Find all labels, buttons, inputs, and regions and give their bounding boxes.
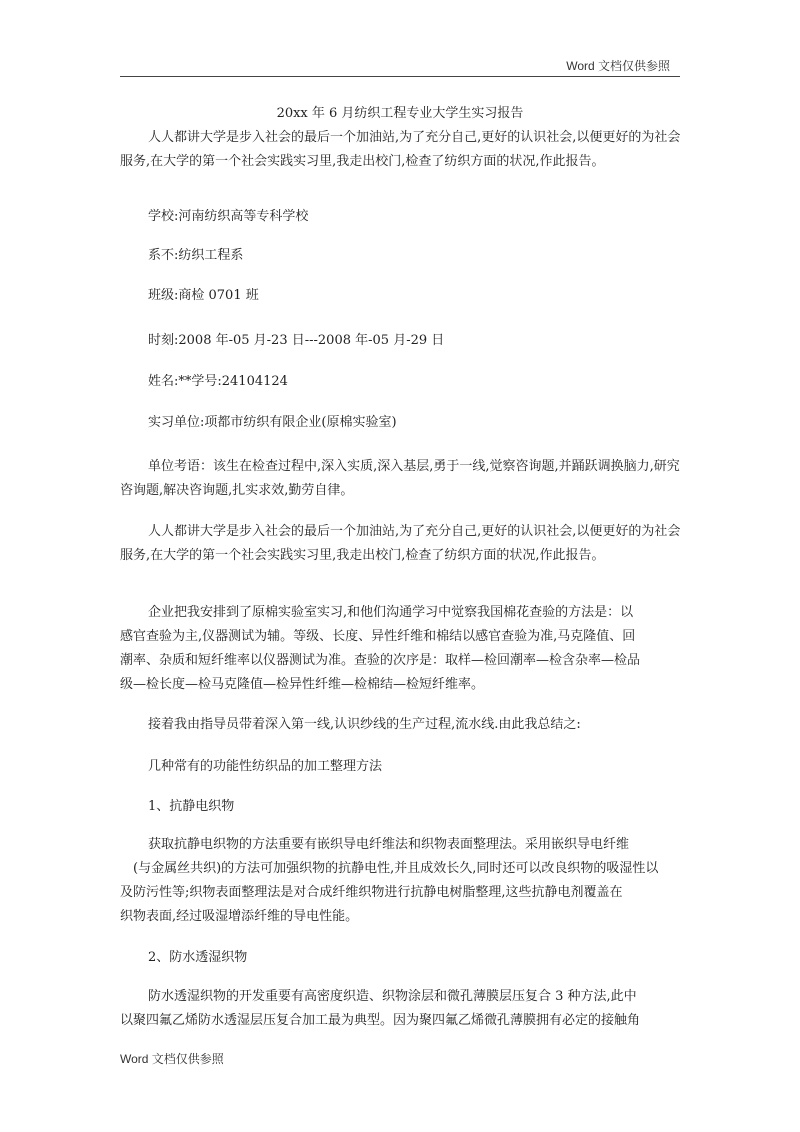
arrangement-line-4: 级—检长度—检马克隆值—检异性纤维—检棉结—检短纤维率。 (120, 677, 485, 692)
item1-body-line-3: 及防污性等;织物表面整理法是对合成纤维织物进行抗静电树脂整理,这些抗静电剂覆盖在 (120, 885, 623, 900)
item1-heading: 1、抗静电织物 (148, 799, 235, 814)
info-department: 系不:纺织工程系 (148, 248, 244, 263)
arrangement-line-3: 潮率、杂质和短纤维率以仪器测试为准。查验的次序是：取样—检回潮率—检含杂率—检品 (120, 653, 641, 668)
item2-body-line-2: 以聚四氟乙烯防水透湿层压复合加工最为典型。因为聚四氟乙烯微孔薄膜拥有必定的接触角 (120, 1013, 641, 1028)
info-class: 班级:商检 0701 班 (148, 288, 259, 303)
intro-line-2: 服务,在大学的第一个社会实践实习里,我走出校门,检查了纺织方面的状况,作此报告。 (120, 154, 605, 169)
evaluation-line-2: 咨询题,解决咨询题,扎实求效,勤劳自律。 (120, 483, 354, 498)
transition-text: 接着我由指导员带着深入第一线,认识纱线的生产过程,流水线.由此我总结之: (148, 717, 581, 732)
arrangement-line-2: 感官查验为主,仪器测试为辅。等级、长度、异性纤维和棉结以感官查验为准,马克隆值、回 (120, 629, 636, 644)
section-heading: 几种常有的功能性纺织品的加工整理方法 (148, 759, 383, 774)
header-divider (120, 76, 680, 77)
item1-body-line-2: (与金属丝共织)的方法可加强织物的抗静电性,并且成效长久,同时还可以改良织物的吸湿性以 (133, 861, 659, 876)
info-unit: 实习单位:项都市纺织有限企业(原棉实验室) (148, 415, 397, 430)
info-time: 时刻:2008 年-05 月-23 日---2008 年-05 月-29 日 (148, 333, 445, 348)
item2-heading: 2、防水透湿织物 (148, 950, 248, 965)
item1-body-line-1: 获取抗静电织物的方法重要有嵌织导电纤维法和织物表面整理法。采用嵌织导电纤维 (148, 837, 630, 852)
evaluation-line-1: 单位考语：该生在检查过程中,深入实质,深入基层,勇于一线,觉察咨询题,并踊跃调换脑力,研究 (148, 459, 680, 474)
info-school: 学校:河南纺织高等专科学校 (148, 209, 309, 224)
arrangement-line-1: 企业把我安排到了原棉实验室实习,和他们沟通学习中觉察我国棉花查验的方法是：以 (148, 605, 634, 620)
item1-body-line-4: 织物表面,经过吸湿增添纤维的导电性能。 (120, 909, 359, 924)
intro-repeat-line-1: 人人都讲大学是步入社会的最后一个加油站,为了充分自己,更好的认识社会,以便更好的为社会 (148, 524, 681, 539)
intro-repeat-line-2: 服务,在大学的第一个社会实践实习里,我走出校门,检查了纺织方面的状况,作此报告。 (120, 548, 605, 563)
item2-body-line-1: 防水透湿织物的开发重要有高密度织造、织物涂层和微孔薄膜层压复合 3 种方法,此中 (148, 989, 637, 1004)
document-title: 20xx 年 6 月纺织工程专业大学生实习报告 (276, 106, 524, 121)
page-header-label: Word 文档仅供参照 (566, 59, 670, 73)
intro-line-1: 人人都讲大学是步入社会的最后一个加油站,为了充分自己,更好的认识社会,以便更好的为社会 (148, 130, 681, 145)
page-footer-label: Word 文档仅供参照 (120, 1052, 224, 1066)
info-name: 姓名:**学号:24104124 (148, 374, 288, 389)
